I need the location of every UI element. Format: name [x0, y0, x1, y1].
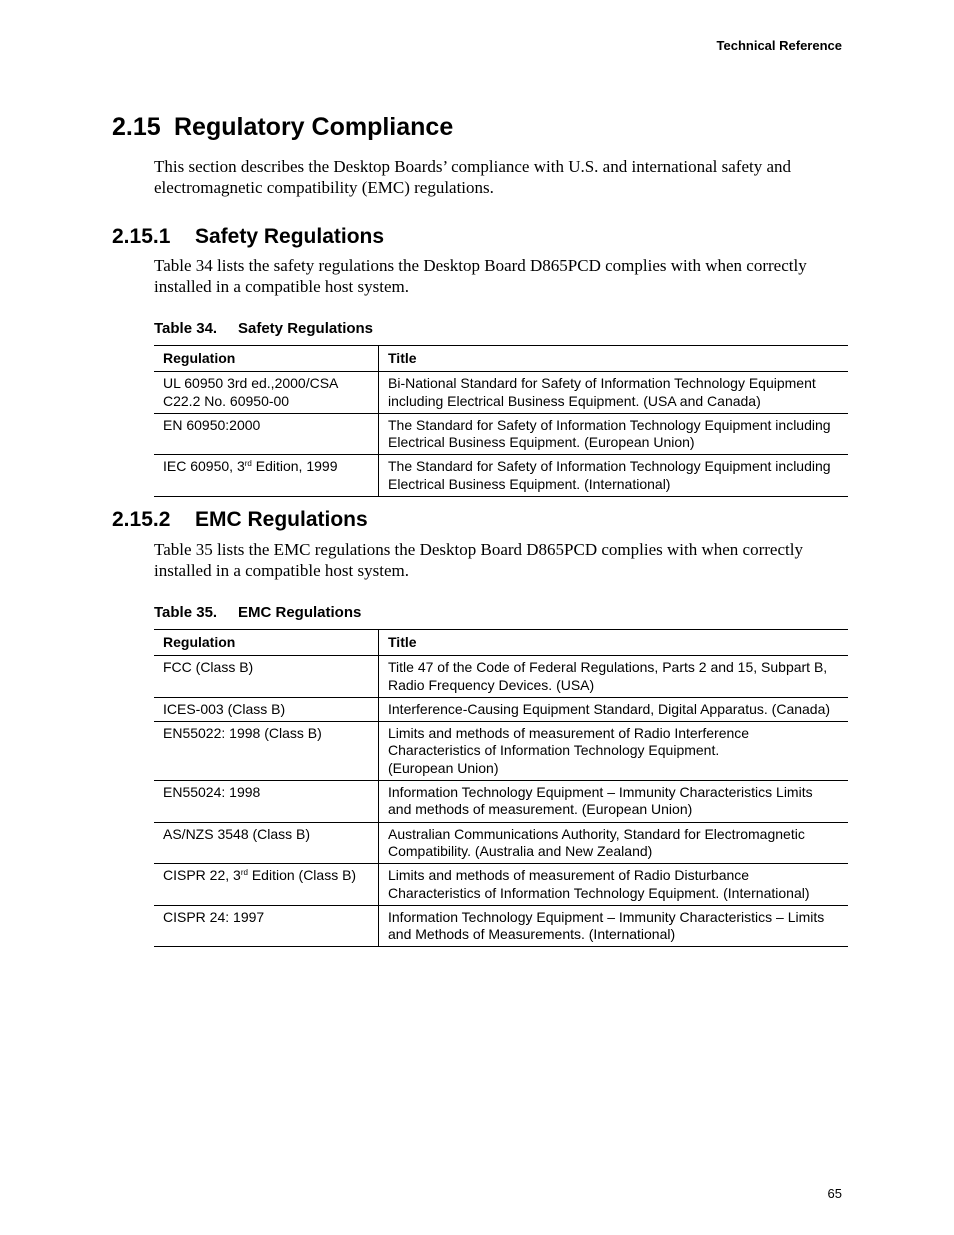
regulation-cell [154, 864, 379, 906]
table-row [154, 781, 848, 823]
title-cell: Australian Communications Authority, Standard for Electromagnetic Compatibility. (Australia and New Zealand) [379, 822, 849, 864]
emc-title: EMC Regulations [195, 508, 368, 531]
safety-heading [112, 225, 384, 249]
column-header-title: Title [379, 346, 849, 372]
table-row [154, 722, 848, 781]
safety-title: Safety Regulations [195, 225, 385, 248]
running-header: Technical Reference [716, 38, 842, 53]
regulation-cell: EN55022: 1998 (Class B) [154, 722, 379, 781]
regulation-cell: EN 60950:2000 [154, 413, 379, 455]
table-header-row [154, 346, 848, 372]
table-row [154, 905, 848, 947]
title-cell: Information Technology Equipment – Immunity Characteristics – Limits and Methods of Measurements. (International) [379, 905, 849, 947]
emc-table-number: Table 35. [154, 604, 218, 621]
section-title: Regulatory Compliance [174, 113, 454, 141]
safety-table-title: Safety Regulations [238, 320, 374, 337]
regulation-cell: ICES-003 (Class B) [154, 697, 379, 721]
title-cell: Bi-National Standard for Safety of Information Technology Equipment including Electrical Business Equipment. (USA and Canada) [379, 372, 849, 414]
title-cell: Limits and methods of measurement of Radio Interference Characteristics of Information Technology Equipment. (European Union) [379, 722, 849, 781]
regulation-text: IEC 60950, 3 [163, 458, 245, 475]
title-cell: Information Technology Equipment – Immunity Characteristics Limits and methods of measurement. (European Union) [379, 781, 849, 823]
regulation-cell: CISPR 24: 1997 [154, 905, 379, 947]
emc-intro: Table 35 lists the EMC regulations the Desktop Board D865PCD complies with when correctly installed in a compatible host system. [154, 540, 803, 580]
regulation-cell: AS/NZS 3548 (Class B) [154, 822, 379, 864]
column-header-title: Title [379, 630, 849, 656]
table-row [154, 864, 848, 906]
table-header-row [154, 630, 848, 656]
title-cell: The Standard for Safety of Information Technology Equipment including Electrical Business Equipment. (European Union) [379, 413, 849, 455]
section-heading [112, 113, 453, 142]
table-row [154, 455, 848, 497]
safety-table-number: Table 34. [154, 320, 218, 337]
title-cell: Interference-Causing Equipment Standard, Digital Apparatus. (Canada) [379, 697, 849, 721]
emc-heading [112, 508, 368, 532]
safety-table-caption [154, 320, 373, 337]
table-row [154, 822, 848, 864]
regulation-text: Edition (Class B) [247, 867, 357, 884]
title-cell: Title 47 of the Code of Federal Regulations, Parts 2 and 15, Subpart B, Radio Frequency Devices. (USA) [379, 656, 849, 698]
title-cell: Limits and methods of measurement of Radio Disturbance Characteristics of Information Technology Equipment. (International) [379, 864, 849, 906]
regulation-cell: UL 60950 3rd ed.,2000/CSA C22.2 No. 60950-00 [154, 372, 379, 414]
column-header-regulation: Regulation [154, 630, 379, 656]
table-row [154, 697, 848, 721]
regulation-text: Edition, 1999 [251, 458, 338, 475]
table-row [154, 413, 848, 455]
section-intro: This section describes the Desktop Boards’ compliance with U.S. and international safety and electromagnetic compatibility (EMC) regulations. [154, 157, 792, 197]
table-row [154, 372, 848, 414]
emc-table-caption [154, 604, 361, 621]
section-number: 2.15 [112, 113, 161, 141]
safety-regulations-table [154, 345, 848, 497]
emc-regulations-table [154, 629, 848, 947]
emc-number: 2.15.2 [112, 508, 171, 531]
regulation-cell: EN55024: 1998 [154, 781, 379, 823]
title-cell: The Standard for Safety of Information Technology Equipment including Electrical Business Equipment. (International) [379, 455, 849, 497]
emc-table-title: EMC Regulations [238, 604, 362, 621]
column-header-regulation: Regulation [154, 346, 379, 372]
safety-number: 2.15.1 [112, 225, 171, 248]
regulation-cell: FCC (Class B) [154, 656, 379, 698]
safety-intro: Table 34 lists the safety regulations the Desktop Board D865PCD complies with when correctly installed in a compatible host system. [154, 256, 807, 296]
ordinal-suffix: rd [244, 459, 252, 469]
regulation-cell [154, 455, 379, 497]
regulation-text: CISPR 22, 3 [163, 867, 241, 884]
table-row [154, 656, 848, 698]
ordinal-suffix: rd [240, 868, 248, 878]
page-number: 65 [827, 1186, 842, 1201]
